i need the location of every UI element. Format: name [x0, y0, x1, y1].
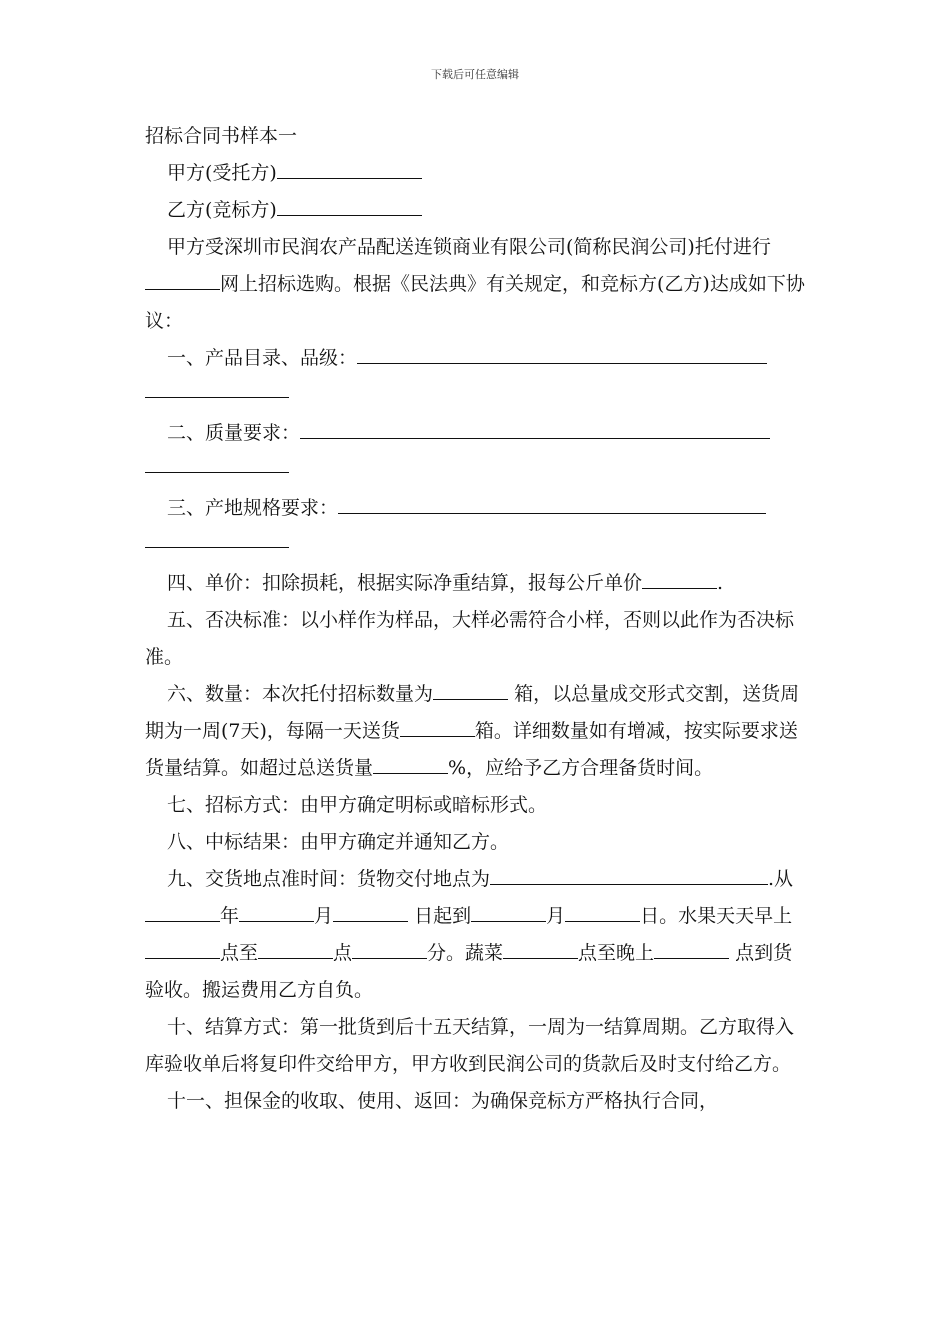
- clause-8: 八、中标结果：由甲方确定并通知乙方。: [167, 831, 510, 853]
- page-header-note: 下载后可任意编辑: [431, 68, 519, 81]
- clause-6-blank-1[interactable]: [433, 681, 508, 700]
- clause-6-text-4: %，应给予乙方合理备货时间。: [448, 757, 714, 779]
- clause-9-month-1: 月: [314, 905, 334, 927]
- clause-9-day-blank-1[interactable]: [333, 903, 408, 922]
- contract-body: [145, 118, 810, 1120]
- clause-3-blank[interactable]: [338, 495, 766, 514]
- clause-4-end: .: [717, 572, 724, 594]
- clause-9-location-blank-cont[interactable]: [746, 866, 768, 885]
- clause-1: [145, 340, 810, 377]
- clause-9-end: 点到货验收。搬运费用乙方自负。: [145, 942, 793, 1001]
- clause-9: [145, 861, 810, 1009]
- clause-9-fruit: 日。水果天天早上: [640, 905, 793, 927]
- clause-9-veg-end-blank[interactable]: [654, 940, 729, 959]
- intro-blank[interactable]: [145, 271, 220, 290]
- clause-9-until: 点至: [220, 942, 259, 964]
- clause-9-location-blank[interactable]: [490, 866, 746, 885]
- clause-4: [145, 565, 810, 602]
- clause-2-text: 二、质量要求：: [167, 422, 301, 444]
- clause-2: [145, 415, 810, 452]
- clause-9-fruit-start-blank[interactable]: [145, 940, 220, 959]
- clause-9-month-blank-1[interactable]: [239, 903, 314, 922]
- clause-6-blank-3[interactable]: [373, 755, 448, 774]
- clause-1-text: 一、产品目录、品级：: [167, 347, 358, 369]
- intro-text-1: 甲方受深圳市民润农产品配送连锁商业有限公司(简称民润公司)托付进行: [167, 236, 771, 258]
- clause-9-veg: 分。蔬菜: [427, 942, 504, 964]
- clause-1-blank-cont[interactable]: [145, 377, 289, 398]
- party-b-label: 乙方(竞标方): [167, 199, 277, 221]
- clause-4-text: 四、单价：扣除损耗，根据实际净重结算，报每公斤单价: [167, 572, 643, 594]
- clause-11: 十一、担保金的收取、使用、返回：为确保竞标方严格执行合同，: [167, 1090, 719, 1112]
- clause-6: [145, 676, 810, 787]
- document-title: 招标合同书样本一: [145, 125, 298, 147]
- clause-10: 十、结算方式：第一批货到后十五天结算，一周为一结算周期。乙方取得入库验收单后将复印件交给甲方，甲方收到民润公司的货款后及时支付给乙方。: [145, 1016, 795, 1075]
- clause-6-blank-2[interactable]: [400, 718, 475, 737]
- clause-2-blank-cont[interactable]: [145, 452, 289, 473]
- clause-9-minute-blank[interactable]: [352, 940, 427, 959]
- party-b-line: [145, 192, 810, 229]
- clause-6-text-1: 六、数量：本次托付招标数量为: [167, 683, 434, 705]
- clause-7: 七、招标方式：由甲方确定明标或暗标形式。: [167, 794, 548, 816]
- intro-text-2: 网上招标选购。根据《民法典》有关规定，和竞标方(乙方)达成如下协议：: [145, 273, 805, 332]
- clause-9-day-blank-2[interactable]: [565, 903, 640, 922]
- clause-6-text-2: 箱，以总量成交形式交割，送货周期为一周(7天)，每隔一天送货: [145, 683, 800, 742]
- party-a-label: 甲方(受托方): [167, 162, 277, 184]
- clause-5: 五、否决标准：以小样作为样品，大样必需符合小样，否则以此作为否决标准。: [145, 609, 795, 668]
- clause-3-blank-cont[interactable]: [145, 527, 289, 548]
- party-a-blank[interactable]: [277, 160, 422, 179]
- clause-1-blank[interactable]: [357, 345, 767, 364]
- clause-6-text-3: 箱。详细数量如有增减，按实际要求送货量结算。如超过总送货量: [145, 720, 798, 779]
- party-a-line: [145, 155, 810, 192]
- intro-paragraph: [145, 229, 810, 340]
- clause-9-evening: 点至晚上: [578, 942, 655, 964]
- clause-9-to: 日起到: [414, 905, 472, 927]
- clause-9-hour: 点: [333, 942, 353, 964]
- clause-3: [145, 490, 810, 527]
- clause-9-veg-start-blank[interactable]: [503, 940, 578, 959]
- clause-9-month-2: 月: [546, 905, 566, 927]
- clause-9-year-blank[interactable]: [145, 903, 220, 922]
- clause-9-year: 年: [220, 905, 240, 927]
- clause-4-blank[interactable]: [642, 570, 717, 589]
- clause-2-blank[interactable]: [300, 420, 770, 439]
- party-b-blank[interactable]: [277, 197, 422, 216]
- clause-3-text: 三、产地规格要求：: [167, 497, 339, 519]
- clause-9-month-blank-2[interactable]: [471, 903, 546, 922]
- clause-9-from: .从: [768, 868, 794, 890]
- clause-9-text-1: 九、交货地点准时间：货物交付地点为: [167, 868, 491, 890]
- clause-9-fruit-end-blank[interactable]: [258, 940, 333, 959]
